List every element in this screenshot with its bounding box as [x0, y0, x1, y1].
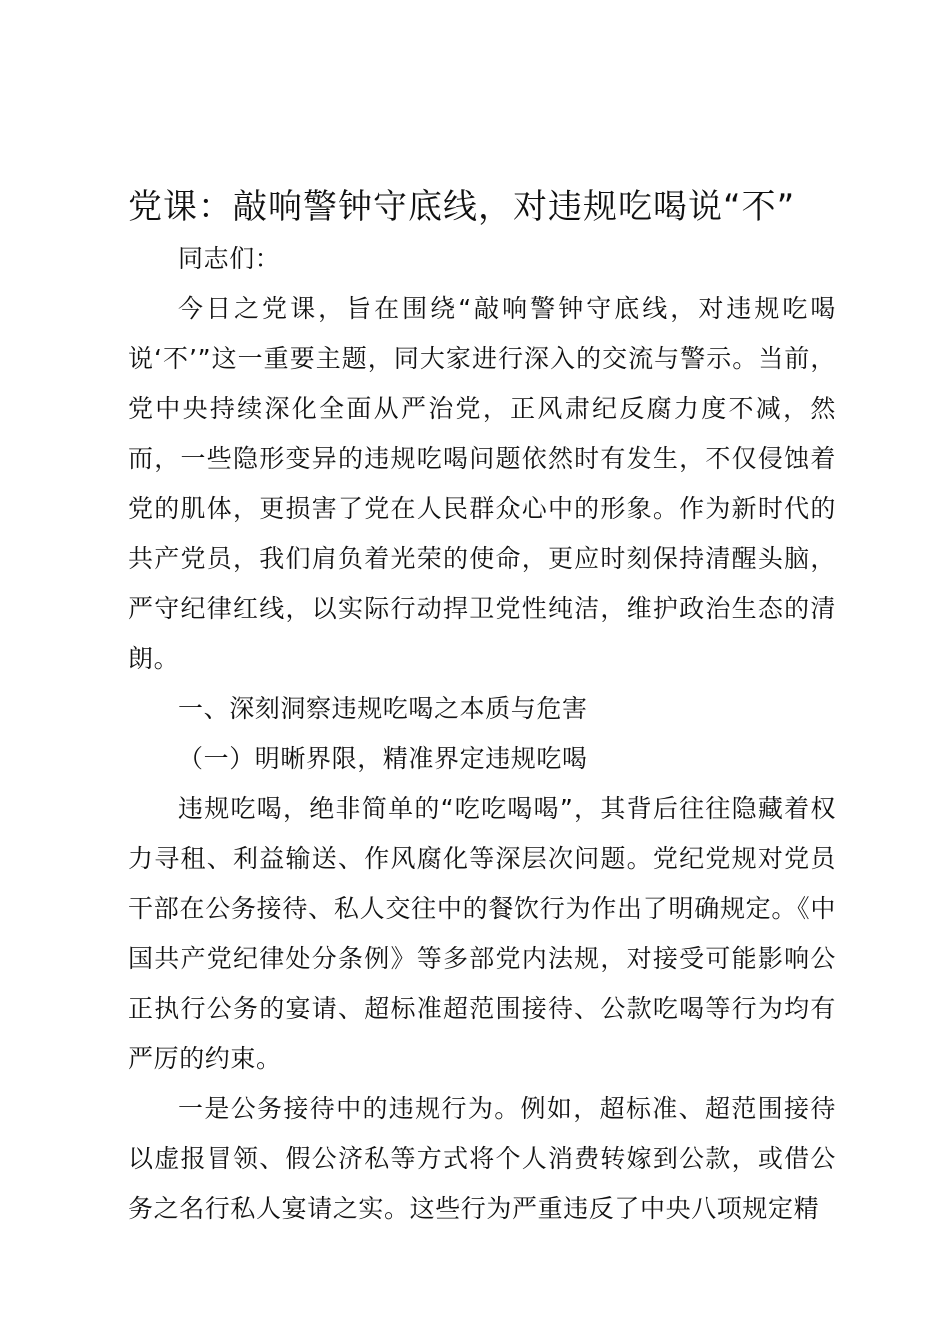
- document-title: 党课：敲响警钟守底线，对违规吃喝说“不”: [128, 187, 796, 227]
- body-paragraph: 违规吃喝，绝非简单的“吃吃喝喝”，其背后往往隐藏着权力寻租、利益输送、作风腐化等深层次问题。党纪党规对党员干部在公务接待、私人交往中的餐饮行为作出了明确规定。《中国共产党纪律处分条例》等多部党内法规，对接受可能影响公正执行公务的宴请、超标准超范围接待、公款吃喝等行为均有严厉的约束。: [128, 794, 836, 1073]
- section-heading-1: 一、深刻洞察违规吃喝之本质与危害: [178, 694, 588, 723]
- body-paragraph: 一是公务接待中的违规行为。例如，超标准、超范围接待以虚报冒领、假公济私等方式将个人消费转嫁到公款，或借公务之名行私人宴请之实。这些行为严重违反了中央八项规定精: [128, 1094, 836, 1223]
- salutation-paragraph: 同志们：: [178, 244, 281, 273]
- subsection-heading-1: （一）明晰界限，精准界定违规吃喝: [178, 744, 588, 773]
- document-body: [128, 234, 836, 1234]
- intro-paragraph: 今日之党课，旨在围绕“敲响警钟守底线，对违规吃喝说‘不’”这一重要主题，同大家进行深入的交流与警示。当前，党中央持续深化全面从严治党，正风肃纪反腐力度不减，然而，一些隐形变异的违规吃喝问题依然时有发生，不仅侵蚀着党的肌体，更损害了党在人民群众心中的形象。作为新时代的共产党员，我们肩负着光荣的使命，更应时刻保持清醒头脑，严守纪律红线，以实际行动捍卫党性纯洁，维护政治生态的清朗。: [128, 294, 836, 673]
